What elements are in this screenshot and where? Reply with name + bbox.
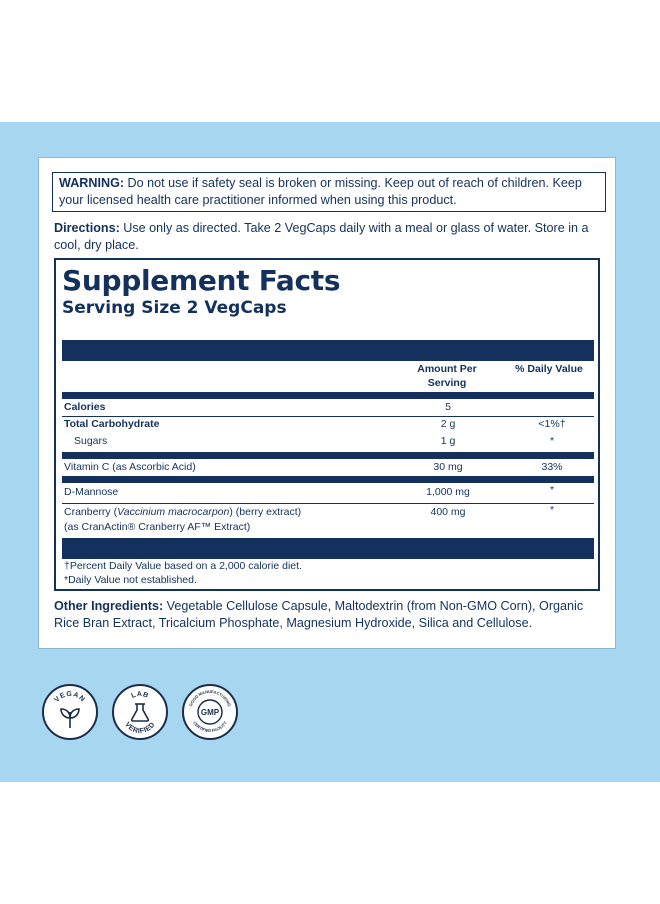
other-ingredients-block [54, 598, 606, 632]
lab-badge-label-bottom: VERIFIED [123, 721, 157, 736]
flask-icon [114, 686, 166, 738]
row-name-cranberry [64, 506, 301, 518]
row-name-calories: Calories [64, 401, 106, 413]
row-amount-cranberry: 400 mg [430, 506, 466, 518]
lab-verified-badge-icon [112, 684, 168, 740]
table-thick-rule [62, 476, 594, 483]
svg-text:LAB [130, 691, 149, 700]
row-name-d-mannose: D-Mannose [64, 486, 119, 498]
svg-text:VEGAN [53, 691, 86, 704]
footnote-daily-value-not-established: *Daily Value not established. [64, 574, 197, 586]
vegan-leaf-icon [44, 686, 96, 738]
vegan-badge-icon [42, 684, 98, 740]
warning-heading: WARNING: [59, 176, 125, 190]
directions-text-block [54, 220, 606, 254]
warning-box [52, 172, 606, 212]
row-divider [62, 503, 594, 504]
gmp-badge-label-top: GOOD MANUFACTURING [187, 688, 233, 708]
lab-badge-label-top: LAB [130, 690, 150, 700]
svg-text:VERIFIED [123, 721, 156, 735]
table-thick-rule [62, 392, 594, 399]
row-amount-sugars: 1 g [440, 435, 456, 447]
footer-bar [62, 538, 594, 559]
row-name-vitamin-c: Vitamin C (as Ascorbic Acid) [64, 461, 196, 473]
supplement-facts-panel [54, 258, 600, 591]
row-daily-sugars: * [549, 435, 555, 447]
row-amount-total-carbohydrate: 2 g [440, 418, 456, 430]
row-amount-vitamin-c: 30 mg [433, 461, 463, 473]
amount-per-serving-header: Amount Per Serving [417, 363, 477, 389]
row-daily-cranberry: * [549, 504, 555, 516]
vegan-badge-label: VEGAN [53, 690, 87, 704]
other-ingredients-text: Vegetable Cellulose Capsule, Maltodextrin (from Non-GMO Corn), Organic Rice Bran Extract, Tricalcium Phosphate, Magnesium Hydroxide, Silica and Cellulose. [54, 599, 584, 630]
daily-value-header: % Daily Value [515, 363, 583, 375]
svg-text:GOOD MANUFACTURING [188, 689, 232, 707]
directions-heading: Directions: [54, 221, 120, 235]
serving-size: Serving Size 2 VegCaps [62, 298, 287, 318]
cranberry-latin-name: Vaccinium macrocarpon [117, 506, 230, 518]
row-amount-d-mannose: 1,000 mg [426, 486, 470, 498]
row-daily-vitamin-c: 33% [541, 461, 563, 473]
row-name-cranberry-detail: (as CranActin® Cranberry AF™ Extract) [64, 521, 251, 533]
footnote-percent-daily-value: †Percent Daily Value based on a 2,000 calorie diet. [64, 560, 302, 572]
gmp-seal-icon [184, 686, 236, 738]
warning-text: Do not use if safety seal is broken or missing. Keep out of reach of children. Keep your licensed health care practitioner informed when using this product. [59, 176, 582, 207]
svg-text:CERTIFIED FACILITY [192, 720, 228, 733]
cranberry-name-suffix: ) (berry extract) [229, 506, 302, 518]
gmp-badge-center-label: GMP [200, 708, 220, 717]
gmp-badge-label-bottom: CERTIFIED FACILITY [192, 720, 228, 734]
row-daily-total-carbohydrate: <1%† [538, 418, 566, 430]
supplement-facts-title: Supplement Facts [62, 264, 341, 297]
row-daily-d-mannose: * [549, 484, 555, 496]
cranberry-name-prefix: Cranberry ( [64, 506, 118, 518]
table-thick-rule [62, 452, 594, 459]
row-name-total-carbohydrate: Total Carbohydrate [64, 418, 160, 430]
other-ingredients-heading: Other Ingredients: [54, 599, 164, 613]
row-name-sugars: Sugars [74, 435, 108, 447]
header-bar [62, 340, 594, 361]
directions-text: Use only as directed. Take 2 VegCaps daily with a meal or glass of water. Store in a cool, dry place. [54, 221, 589, 252]
gmp-badge-icon [182, 684, 238, 740]
row-divider [62, 416, 594, 417]
row-amount-calories: 5 [445, 401, 451, 413]
